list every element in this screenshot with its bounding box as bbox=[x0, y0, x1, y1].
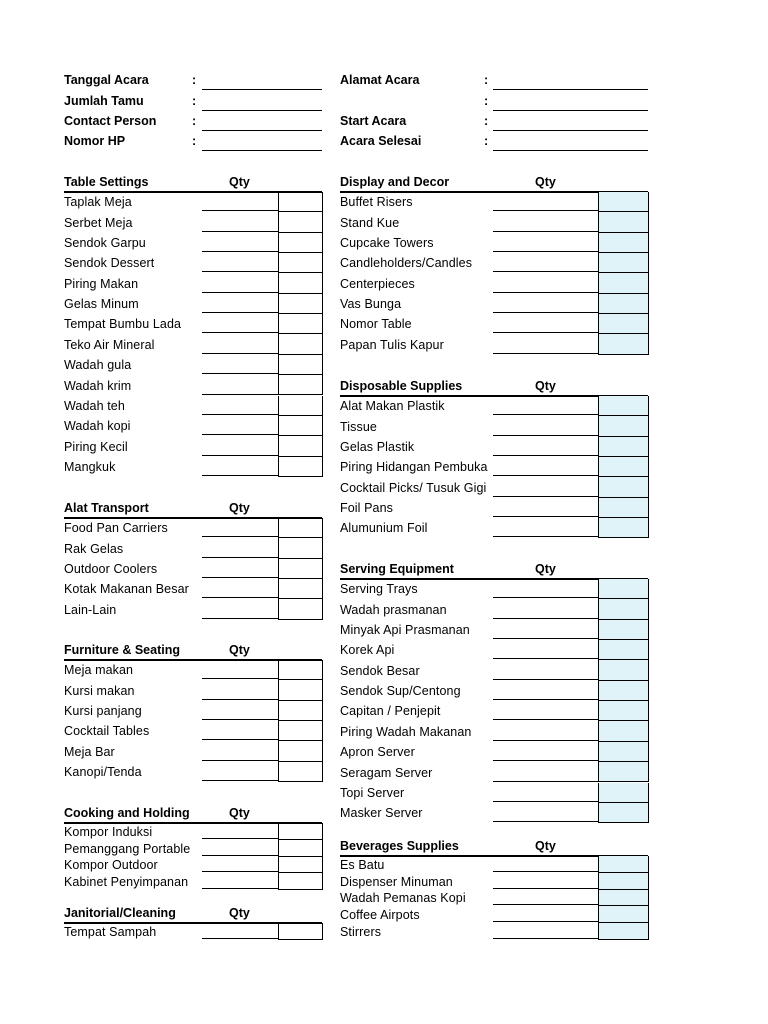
item-label: Sendok Besar bbox=[340, 663, 420, 678]
qty-input-line[interactable] bbox=[202, 353, 278, 354]
item-label: Stand Kue bbox=[340, 215, 400, 230]
qty-input-line[interactable] bbox=[202, 855, 278, 856]
item-label: Foil Pans bbox=[340, 501, 394, 516]
qty-input-line[interactable] bbox=[493, 475, 598, 476]
header-colon: : bbox=[192, 73, 197, 87]
qty-input-line[interactable] bbox=[493, 516, 598, 517]
qty-cell[interactable] bbox=[278, 375, 323, 395]
qty-cell[interactable] bbox=[278, 579, 323, 599]
qty-input-line[interactable] bbox=[202, 394, 278, 395]
item-label: Piring Hidangan Pembuka bbox=[340, 460, 488, 475]
qty-input-line[interactable] bbox=[202, 719, 278, 720]
qty-input-line[interactable] bbox=[202, 332, 278, 333]
item-label: Coffee Airpots bbox=[340, 908, 420, 923]
header-label: Alamat Acara bbox=[340, 73, 420, 87]
qty-input-line[interactable] bbox=[493, 536, 598, 537]
qty-input-line[interactable] bbox=[493, 638, 598, 639]
qty-cell[interactable] bbox=[598, 314, 649, 334]
header-colon: : bbox=[484, 114, 489, 128]
item-label: Nomor Table bbox=[340, 317, 412, 332]
section-title: Table Settings bbox=[64, 175, 149, 189]
item-label: Kursi panjang bbox=[64, 704, 142, 719]
qty-input-line[interactable] bbox=[202, 536, 278, 537]
qty-input-line[interactable] bbox=[202, 838, 278, 839]
item-label: Masker Server bbox=[340, 806, 423, 821]
item-label: Kompor Outdoor bbox=[64, 858, 158, 873]
header-colon: : bbox=[192, 134, 197, 148]
item-label: Capitan / Penjepit bbox=[340, 704, 441, 719]
qty-input-line[interactable] bbox=[202, 557, 278, 558]
qty-input-line[interactable] bbox=[202, 871, 278, 872]
item-label: Minyak Api Prasmanan bbox=[340, 623, 470, 638]
header-label: Acara Selesai bbox=[340, 134, 422, 148]
qty-input-line[interactable] bbox=[493, 435, 598, 436]
item-label: Wadah prasmanan bbox=[340, 602, 447, 617]
item-label: Papan Tulis Kapur bbox=[340, 337, 444, 352]
qty-cell[interactable] bbox=[278, 538, 323, 558]
header-label: Jumlah Tamu bbox=[64, 94, 144, 108]
qty-input-line[interactable] bbox=[202, 678, 278, 679]
header-colon: : bbox=[484, 94, 489, 108]
header-input-line[interactable] bbox=[493, 89, 648, 90]
qty-cell[interactable] bbox=[598, 498, 649, 518]
qty-input-line[interactable] bbox=[202, 888, 278, 889]
qty-cell[interactable] bbox=[598, 890, 649, 907]
qty-cell[interactable] bbox=[278, 857, 323, 874]
header-colon: : bbox=[484, 134, 489, 148]
qty-cell[interactable] bbox=[598, 334, 649, 354]
item-label: Serving Trays bbox=[340, 582, 418, 597]
qty-input-line[interactable] bbox=[202, 414, 278, 415]
qty-cell[interactable] bbox=[278, 741, 323, 761]
qty-cell[interactable] bbox=[598, 783, 649, 803]
qty-input-line[interactable] bbox=[493, 781, 598, 782]
header-label: Tanggal Acara bbox=[64, 73, 149, 87]
qty-cell[interactable] bbox=[278, 436, 323, 456]
qty-cell[interactable] bbox=[598, 803, 649, 823]
qty-cell[interactable] bbox=[598, 721, 649, 741]
qty-cell[interactable] bbox=[598, 640, 649, 660]
item-label: Kabinet Penyimpanan bbox=[64, 875, 189, 890]
qty-cell[interactable] bbox=[598, 416, 649, 436]
item-label: Piring Makan bbox=[64, 276, 139, 291]
qty-input-line[interactable] bbox=[202, 699, 278, 700]
qty-input-line[interactable] bbox=[493, 740, 598, 741]
qty-input-line[interactable] bbox=[202, 475, 278, 476]
item-label: Pemanggang Portable bbox=[64, 841, 191, 856]
qty-input-line[interactable] bbox=[493, 353, 598, 354]
section-title: Serving Equipment bbox=[340, 562, 454, 576]
item-label: Wadah Pemanas Kopi bbox=[340, 891, 466, 906]
qty-cell[interactable] bbox=[598, 873, 649, 890]
item-label: Sendok Garpu bbox=[64, 236, 146, 251]
item-label: Centerpieces bbox=[340, 276, 415, 291]
section-title: Beverages Supplies bbox=[340, 839, 459, 853]
header-colon: : bbox=[192, 114, 197, 128]
qty-cell[interactable] bbox=[598, 856, 649, 873]
qty-cell[interactable] bbox=[278, 518, 323, 538]
qty-input-line[interactable] bbox=[202, 210, 278, 211]
qty-cell[interactable] bbox=[598, 233, 649, 253]
item-label: Serbet Meja bbox=[64, 215, 133, 230]
item-label: Mangkuk bbox=[64, 459, 116, 474]
qty-input-line[interactable] bbox=[202, 312, 278, 313]
qty-cell[interactable] bbox=[598, 253, 649, 273]
qty-cell[interactable] bbox=[598, 701, 649, 721]
item-label: Kursi makan bbox=[64, 683, 135, 698]
qty-input-line[interactable] bbox=[493, 888, 598, 889]
qty-input-line[interactable] bbox=[493, 496, 598, 497]
qty-cell[interactable] bbox=[278, 334, 323, 354]
item-label: Kompor Induksi bbox=[64, 824, 153, 839]
qty-input-line[interactable] bbox=[202, 938, 278, 939]
qty-input-line[interactable] bbox=[202, 760, 278, 761]
qty-cell[interactable] bbox=[598, 518, 649, 538]
item-label: Wadah kopi bbox=[64, 419, 131, 434]
qty-header: Qty bbox=[535, 562, 556, 576]
section-title: Alat Transport bbox=[64, 501, 149, 515]
qty-cell[interactable] bbox=[598, 681, 649, 701]
qty-input-line[interactable] bbox=[493, 871, 598, 872]
qty-input-line[interactable] bbox=[202, 577, 278, 578]
qty-cell[interactable] bbox=[278, 599, 323, 619]
qty-cell[interactable] bbox=[278, 253, 323, 273]
qty-input-line[interactable] bbox=[493, 210, 598, 211]
header-input-line[interactable] bbox=[493, 130, 648, 131]
item-label: Rak Gelas bbox=[64, 541, 124, 556]
qty-input-line[interactable] bbox=[493, 271, 598, 272]
qty-cell[interactable] bbox=[278, 314, 323, 334]
item-label: Wadah teh bbox=[64, 398, 125, 413]
item-label: Tempat Sampah bbox=[64, 924, 157, 939]
qty-input-line[interactable] bbox=[493, 231, 598, 232]
qty-input-line[interactable] bbox=[202, 292, 278, 293]
header-colon: : bbox=[484, 73, 489, 87]
qty-cell[interactable] bbox=[278, 701, 323, 721]
qty-cell[interactable] bbox=[598, 396, 649, 416]
qty-input-line[interactable] bbox=[493, 414, 598, 415]
qty-cell[interactable] bbox=[598, 599, 649, 619]
qty-input-line[interactable] bbox=[202, 455, 278, 456]
header-label: Nomor HP bbox=[64, 134, 126, 148]
qty-header: Qty bbox=[229, 501, 250, 515]
item-label: Cupcake Towers bbox=[340, 236, 434, 251]
item-label: Piring Wadah Makanan bbox=[340, 724, 472, 739]
item-label: Sendok Dessert bbox=[64, 256, 155, 271]
qty-cell[interactable] bbox=[278, 823, 323, 840]
qty-input-line[interactable] bbox=[493, 618, 598, 619]
item-label: Piring Kecil bbox=[64, 439, 128, 454]
qty-input-line[interactable] bbox=[202, 251, 278, 252]
qty-input-line[interactable] bbox=[202, 780, 278, 781]
item-label: Cocktail Tables bbox=[64, 724, 150, 739]
header-input-line[interactable] bbox=[493, 150, 648, 151]
item-label: Apron Server bbox=[340, 745, 415, 760]
qty-input-line[interactable] bbox=[493, 312, 598, 313]
item-label: Dispenser Minuman bbox=[340, 874, 453, 889]
item-label: Kotak Makanan Besar bbox=[64, 582, 189, 597]
item-label: Es Batu bbox=[340, 857, 385, 872]
item-label: Wadah krim bbox=[64, 378, 132, 393]
section-title: Disposable Supplies bbox=[340, 379, 463, 393]
qty-input-line[interactable] bbox=[493, 801, 598, 802]
item-label: Vas Bunga bbox=[340, 297, 402, 312]
item-label: Tissue bbox=[340, 419, 377, 434]
item-label: Stirrers bbox=[340, 925, 382, 939]
qty-input-line[interactable] bbox=[493, 251, 598, 252]
item-label: Meja makan bbox=[64, 663, 134, 678]
item-label: Seragam Server bbox=[340, 765, 433, 780]
qty-cell[interactable] bbox=[598, 273, 649, 293]
qty-input-line[interactable] bbox=[493, 904, 598, 905]
qty-header: Qty bbox=[535, 175, 556, 189]
qty-input-line[interactable] bbox=[202, 373, 278, 374]
qty-cell[interactable] bbox=[598, 660, 649, 680]
qty-cell[interactable] bbox=[278, 416, 323, 436]
item-label: Sendok Sup/Centong bbox=[340, 684, 461, 699]
qty-cell[interactable] bbox=[278, 762, 323, 782]
qty-cell[interactable] bbox=[278, 721, 323, 741]
qty-input-line[interactable] bbox=[202, 618, 278, 619]
qty-cell[interactable] bbox=[278, 680, 323, 700]
item-label: Wadah gula bbox=[64, 358, 132, 373]
header-input-line[interactable] bbox=[202, 150, 322, 151]
qty-cell[interactable] bbox=[278, 212, 323, 232]
qty-cell[interactable] bbox=[278, 457, 323, 477]
qty-cell[interactable] bbox=[278, 840, 323, 857]
qty-input-line[interactable] bbox=[493, 699, 598, 700]
item-label: Taplak Meja bbox=[64, 195, 132, 210]
qty-header: Qty bbox=[535, 839, 556, 853]
qty-cell[interactable] bbox=[278, 923, 323, 940]
qty-header: Qty bbox=[535, 379, 556, 393]
qty-cell[interactable] bbox=[278, 192, 323, 212]
qty-cell[interactable] bbox=[278, 396, 323, 416]
qty-input-line[interactable] bbox=[202, 271, 278, 272]
qty-cell[interactable] bbox=[598, 579, 649, 599]
qty-cell[interactable] bbox=[598, 742, 649, 762]
header-colon: : bbox=[192, 94, 197, 108]
item-label: Candleholders/Candles bbox=[340, 256, 473, 271]
header-input-line[interactable] bbox=[202, 89, 322, 90]
qty-cell[interactable] bbox=[598, 477, 649, 497]
qty-header: Qty bbox=[229, 643, 250, 657]
item-label: Alumunium Foil bbox=[340, 521, 428, 536]
item-label: Korek Api bbox=[340, 643, 395, 658]
qty-cell[interactable] bbox=[598, 923, 649, 940]
item-label: Cocktail Picks/ Tusuk Gigi bbox=[340, 480, 487, 495]
item-label: Kanopi/Tenda bbox=[64, 765, 142, 780]
qty-cell[interactable] bbox=[598, 437, 649, 457]
qty-input-line[interactable] bbox=[493, 719, 598, 720]
item-label: Buffet Risers bbox=[340, 195, 413, 210]
item-label: Teko Air Mineral bbox=[64, 337, 155, 352]
qty-input-line[interactable] bbox=[493, 597, 598, 598]
section-title: Janitorial/Cleaning bbox=[64, 906, 176, 920]
qty-input-line[interactable] bbox=[493, 760, 598, 761]
qty-input-line[interactable] bbox=[493, 658, 598, 659]
section-title: Furniture & Seating bbox=[64, 643, 180, 657]
item-label: Lain-Lain bbox=[64, 602, 117, 617]
qty-header: Qty bbox=[229, 906, 250, 920]
qty-cell[interactable] bbox=[278, 660, 323, 680]
qty-header: Qty bbox=[229, 175, 250, 189]
qty-cell[interactable] bbox=[598, 294, 649, 314]
header-label: Contact Person bbox=[64, 114, 157, 128]
item-label: Gelas Plastik bbox=[340, 440, 415, 455]
qty-cell[interactable] bbox=[278, 559, 323, 579]
qty-input-line[interactable] bbox=[493, 292, 598, 293]
qty-cell[interactable] bbox=[278, 273, 323, 293]
qty-cell[interactable] bbox=[598, 906, 649, 923]
header-input-line[interactable] bbox=[493, 110, 648, 111]
qty-cell[interactable] bbox=[598, 212, 649, 232]
qty-cell[interactable] bbox=[598, 762, 649, 782]
qty-cell[interactable] bbox=[598, 457, 649, 477]
qty-cell[interactable] bbox=[278, 355, 323, 375]
qty-input-line[interactable] bbox=[493, 332, 598, 333]
item-label: Alat Makan Plastik bbox=[340, 399, 445, 414]
item-label: Meja Bar bbox=[64, 744, 115, 759]
section-title: Cooking and Holding bbox=[64, 806, 190, 820]
qty-input-line[interactable] bbox=[202, 434, 278, 435]
item-label: Topi Server bbox=[340, 785, 405, 800]
qty-cell[interactable] bbox=[598, 620, 649, 640]
qty-input-line[interactable] bbox=[202, 231, 278, 232]
header-input-line[interactable] bbox=[202, 130, 322, 131]
qty-input-line[interactable] bbox=[493, 455, 598, 456]
header-input-line[interactable] bbox=[202, 110, 322, 111]
item-label: Gelas Minum bbox=[64, 297, 139, 312]
qty-input-line[interactable] bbox=[493, 679, 598, 680]
qty-input-line[interactable] bbox=[493, 938, 598, 939]
qty-cell[interactable] bbox=[278, 873, 323, 890]
qty-cell[interactable] bbox=[598, 192, 649, 212]
qty-cell[interactable] bbox=[278, 294, 323, 314]
item-label: Food Pan Carriers bbox=[64, 521, 168, 536]
item-label: Outdoor Coolers bbox=[64, 562, 158, 577]
qty-input-line[interactable] bbox=[202, 739, 278, 740]
qty-input-line[interactable] bbox=[493, 921, 598, 922]
section-title: Display and Decor bbox=[340, 175, 450, 189]
item-label: Tempat Bumbu Lada bbox=[64, 317, 182, 332]
qty-header: Qty bbox=[229, 806, 250, 820]
header-label: Start Acara bbox=[340, 114, 407, 128]
qty-input-line[interactable] bbox=[202, 597, 278, 598]
qty-cell[interactable] bbox=[278, 233, 323, 253]
qty-input-line[interactable] bbox=[493, 821, 598, 822]
